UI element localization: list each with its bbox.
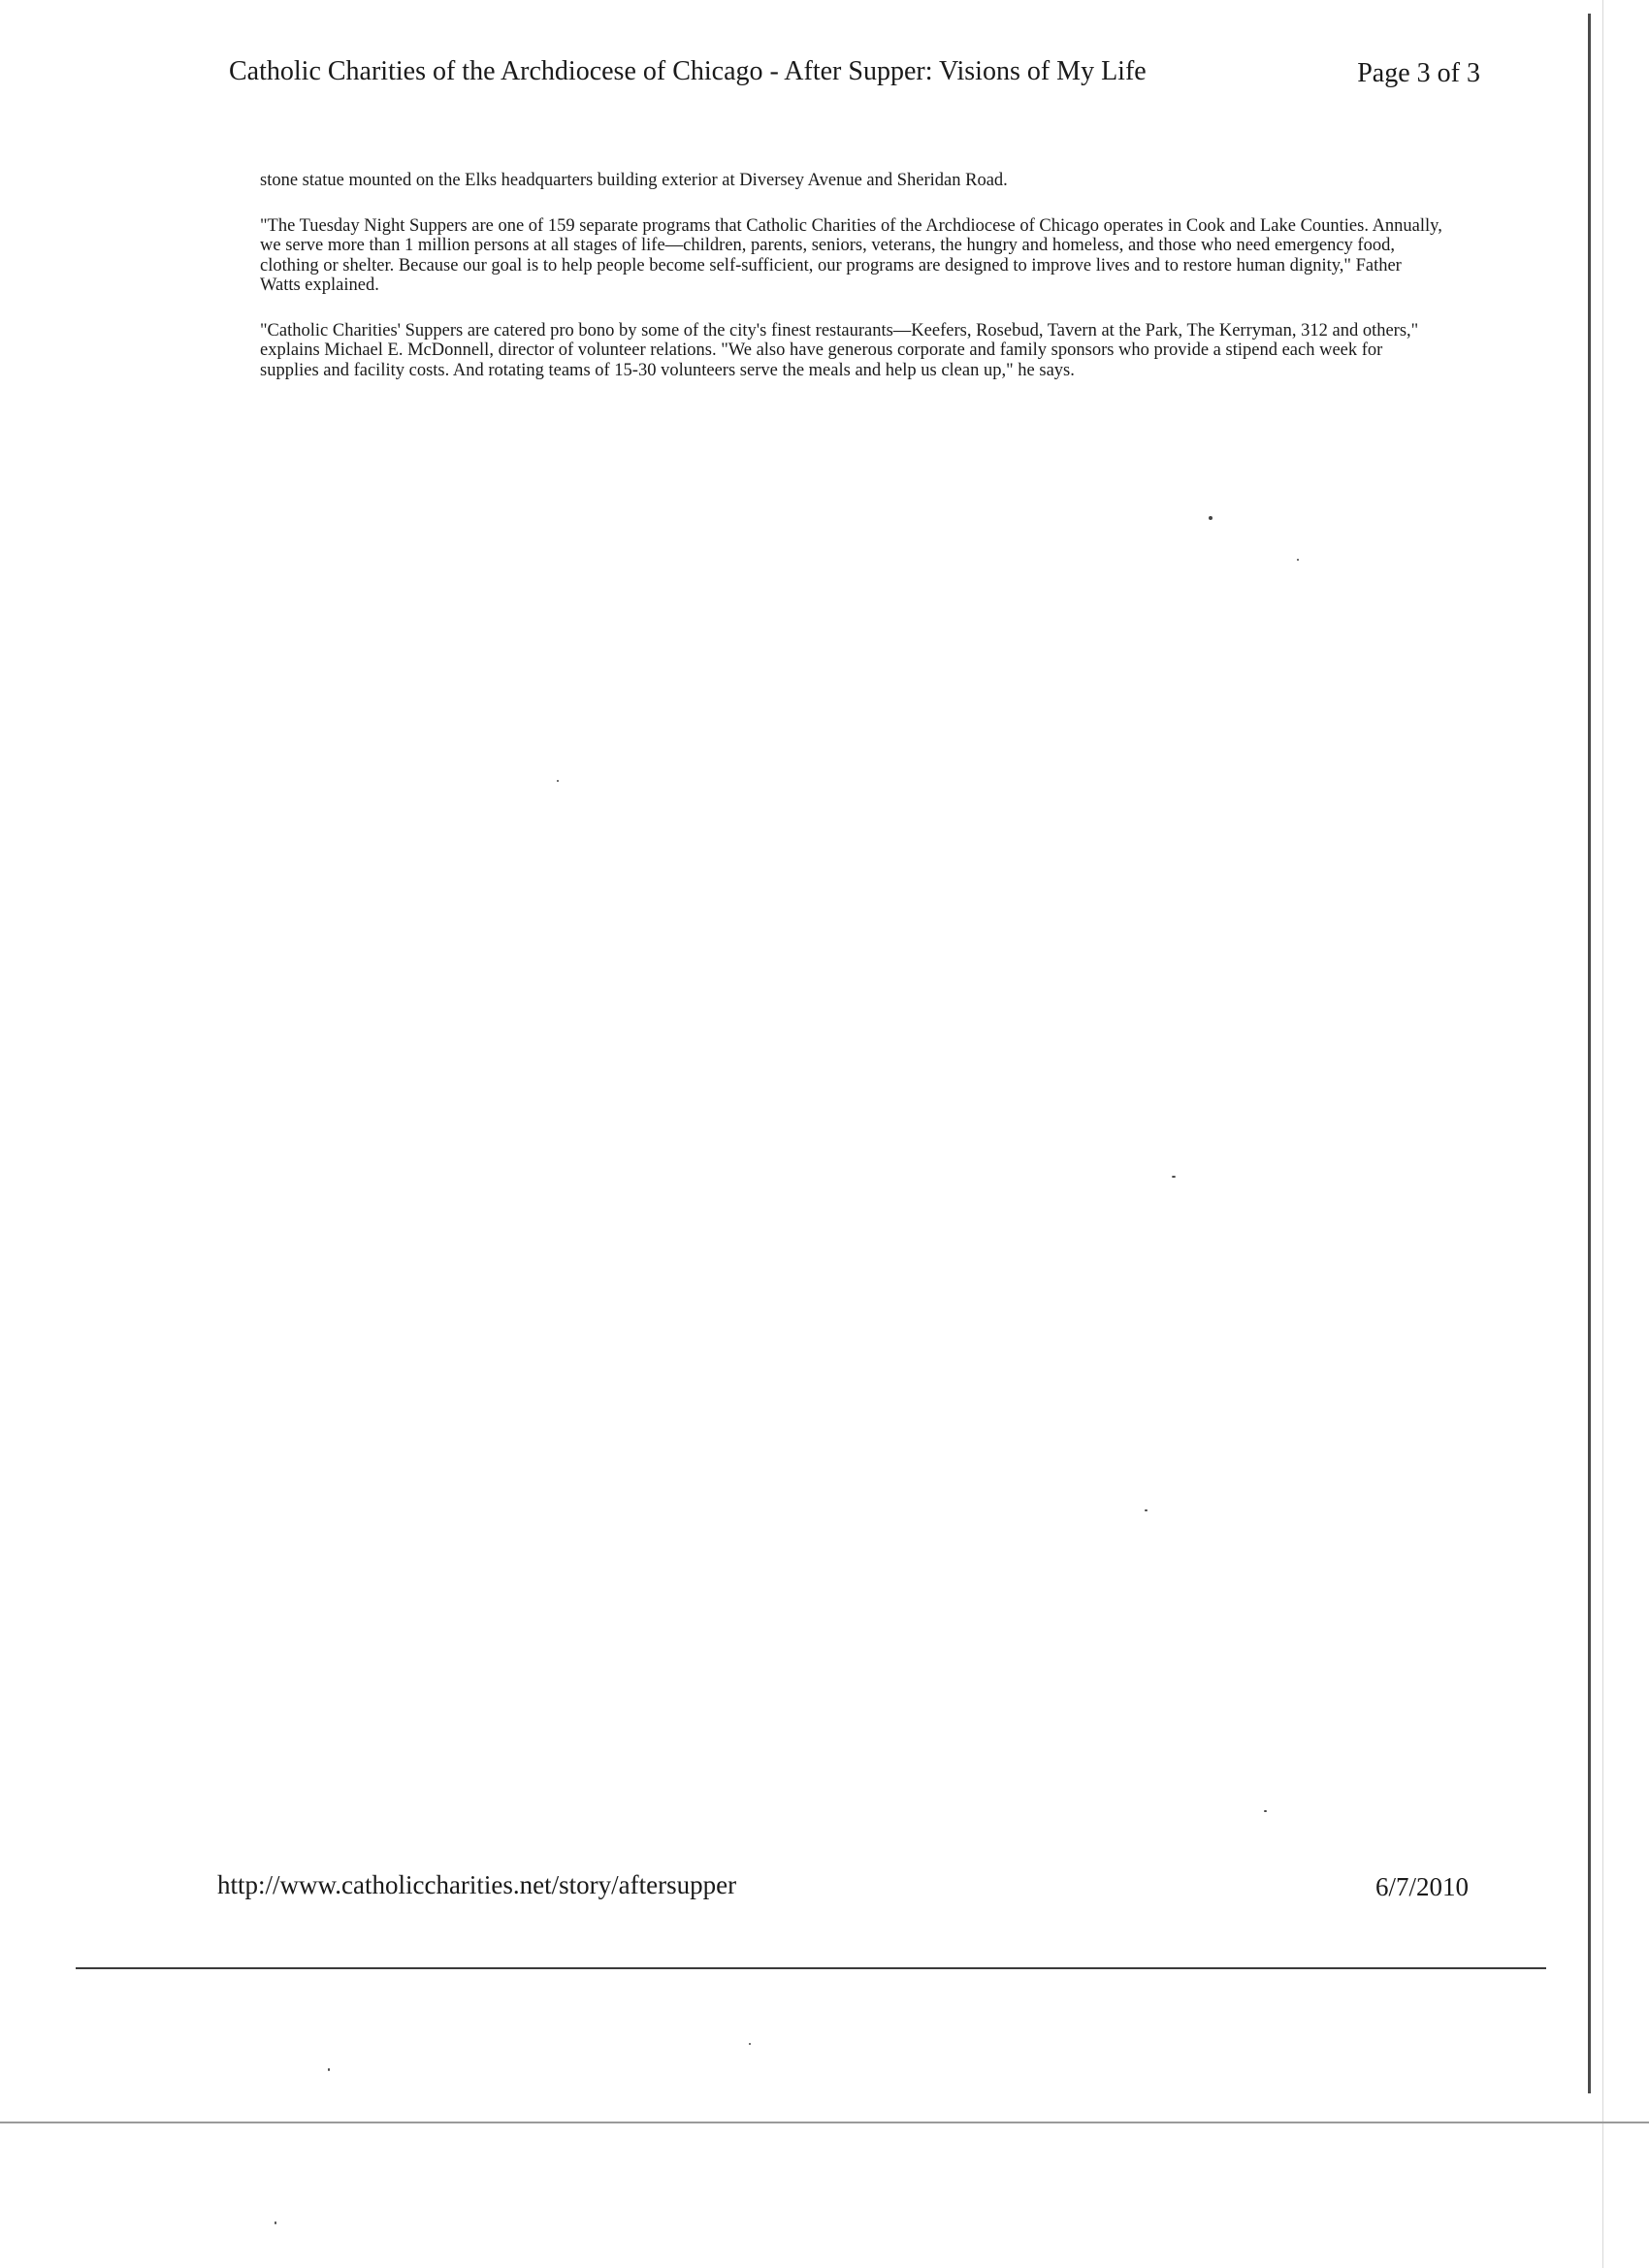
scan-edge-bottom [0, 2122, 1649, 2123]
scan-speck [1264, 1810, 1267, 1812]
scan-speck [275, 2221, 276, 2224]
paragraph-2: "The Tuesday Night Suppers are one of 159 separate programs that Catholic Charities of the Archdiocese of Chicago operates in Cook and Lake Counties. Annually, we serve more than 1 million persons at all stages of life—children, parents, seniors, veterans, the hungry and homeless, and those who need emergency food, clothing or shelter. Because our goal is to help people become self-sufficient, our programs are designed to improve lives and to restore human dignity," Father Watts explained. [260, 215, 1442, 295]
scan-speck [557, 780, 559, 782]
page-number: Page 3 of 3 [1357, 58, 1480, 88]
page-footer [217, 1870, 1469, 1909]
footer-url[interactable]: http://www.catholiccharities.net/story/aftersupper [217, 1870, 737, 1899]
footer-date: 6/7/2010 [1374, 1872, 1469, 1901]
scan-speck [328, 2068, 330, 2071]
article-body [260, 171, 1443, 405]
scan-edge-right-faint [1602, 0, 1603, 2268]
scan-speck [749, 2043, 751, 2045]
scan-edge-right [1588, 14, 1591, 2093]
footer-divider [76, 1967, 1546, 1969]
paragraph-1: stone statue mounted on the Elks headquarters building exterior at Diversey Avenue and Sheridan Road. [260, 171, 1008, 190]
scan-speck [1209, 516, 1212, 520]
page-title: Catholic Charities of the Archdiocese of Chicago - After Supper: Visions of My Life [229, 56, 1147, 86]
scan-speck [1297, 559, 1299, 561]
scan-speck [1172, 1176, 1176, 1178]
page-header [229, 56, 1480, 95]
scan-speck [1145, 1509, 1148, 1511]
paragraph-3: "Catholic Charities' Suppers are catered pro bono by some of the city's finest restaurants—Keefers, Rosebud, Tavern at the Park, The Kerryman, 312 and others," explains Michael E. McDonnell, director of volunteer relations. "We also have generous corporate and family sponsors who provide a stipend each week for supplies and facility costs. And rotating teams of 15-30 volunteers serve the meals and help us clean up," he says. [260, 320, 1419, 380]
